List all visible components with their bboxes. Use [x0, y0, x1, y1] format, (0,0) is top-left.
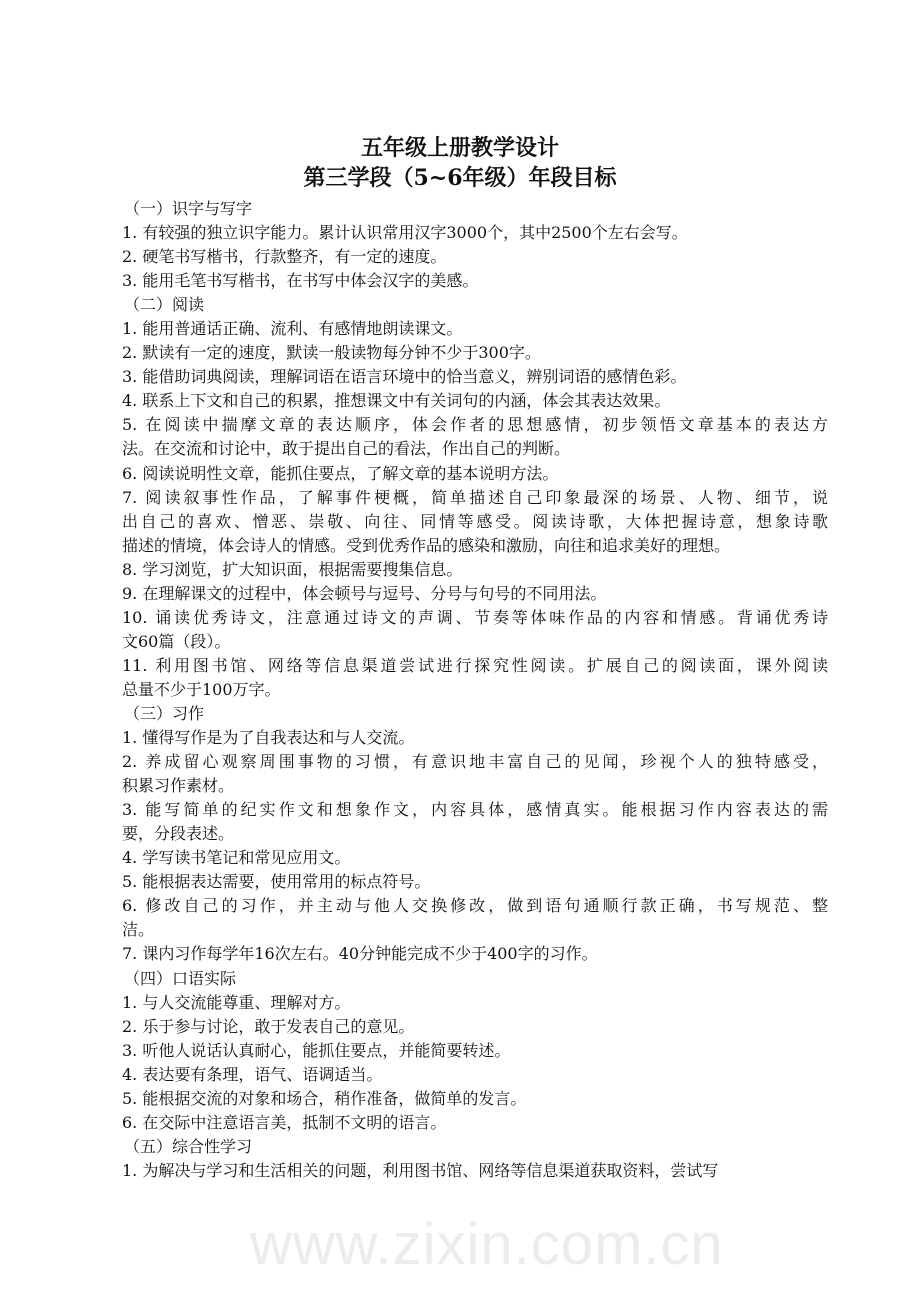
list-item-line: 要，分段表述。 [122, 824, 235, 844]
list-item-line: 2. 硬笔书写楷书，行款整齐，有一定的速度。 [122, 247, 447, 267]
document-title: 五年级上册教学设计 [360, 135, 559, 161]
list-item-line: 积累习作素材。 [122, 776, 235, 796]
list-item-line: 10. 诵读优秀诗文，注意通过诗文的声调、节奏等体味作品的内容和情感。背诵优秀诗 [122, 607, 828, 627]
list-item-line: 5. 能根据交流的对象和场合，稍作准备，做简单的发言。 [122, 1088, 527, 1108]
list-item-line: 5. 能根据表达需要，使用常用的标点符号。 [122, 872, 431, 892]
list-item-line: 4. 表达要有条理，语气、语调适当。 [122, 1064, 383, 1084]
section-heading: （四）口语实际 [124, 968, 237, 988]
document-subtitle: 第三学段（5~6年级）年段目标 [303, 165, 617, 191]
list-item-line: 4. 学写读书笔记和常见应用文。 [122, 848, 351, 868]
list-item-line: 3. 能用毛笔书写楷书，在书写中体会汉字的美感。 [122, 271, 479, 291]
list-item-line: 11. 利用图书馆、网络等信息渠道尝试进行探究性阅读。扩展自己的阅读面，课外阅读 [122, 655, 828, 675]
list-item-line: 6. 阅读说明性文章，能抓住要点，了解文章的基本说明方法。 [122, 463, 559, 483]
list-item-line: 出自己的喜欢、憎恶、崇敬、向往、同情等感受。阅读诗歌，大体把握诗意，想象诗歌 [122, 511, 828, 531]
list-item-line: 描述的情境，体会诗人的情感。受到优秀作品的感染和激励，向往和追求美好的理想。 [122, 535, 731, 555]
section-heading: （五）综合性学习 [124, 1136, 253, 1156]
list-item-line: 1. 与人交流能尊重、理解对方。 [122, 992, 351, 1012]
list-item-line: 5. 在阅读中揣摩文章的表达顺序，体会作者的思想感情，初步领悟文章基本的表达方 [122, 415, 828, 435]
list-item-line: 1. 有较强的独立识字能力。累计认识常用汉字3000个，其中2500个左右会写。 [122, 223, 688, 243]
list-item-line: 6. 修改自己的习作，并主动与他人交换修改，做到语句通顺行款正确，书写规范、整 [122, 896, 828, 916]
list-item-line: 3. 能写简单的纪实作文和想象作文，内容具体，感情真实。能根据习作内容表达的需 [122, 800, 828, 820]
list-item-line: 3. 能借助词典阅读，理解词语在语言环境中的恰当意义，辨别词语的感情色彩。 [122, 367, 687, 387]
list-item-line: 6. 在交际中注意语言美，抵制不文明的语言。 [122, 1112, 447, 1132]
section-heading: （三）习作 [124, 703, 205, 723]
list-item-line: 3. 听他人说话认真耐心，能抓住要点，并能简要转述。 [122, 1040, 511, 1060]
section-heading: （一）识字与写字 [124, 199, 253, 218]
list-item-line: 洁。 [122, 920, 155, 940]
list-item-line: 2. 养成留心观察周围事物的习惯，有意识地丰富自己的见闻，珍视个人的独特感受， [122, 752, 828, 772]
document-body [122, 197, 828, 1183]
list-item-line: 8. 学习浏览，扩大知识面，根据需要搜集信息。 [122, 559, 463, 579]
list-item-line: 2. 乐于参与讨论，敢于发表自己的意见。 [122, 1016, 415, 1036]
section-heading: （二）阅读 [124, 295, 205, 315]
list-item-line: 总量不少于100万字。 [122, 679, 281, 699]
list-item-line: 7. 课内习作每学年16次左右。40分钟能完成不少于400字的习作。 [122, 944, 598, 964]
watermark: www.zixin.com.cn [250, 1212, 724, 1277]
list-item-line: 4. 联系上下文和自己的积累，推想课文中有关词句的内涵，体会其表达效果。 [122, 391, 671, 411]
list-item-line: 2. 默读有一定的速度，默读一般读物每分钟不少于300字。 [122, 343, 541, 363]
list-item-line: 1. 为解决与学习和生活相关的问题，利用图书馆、网络等信息渠道获取资料，尝试写 [122, 1160, 719, 1180]
list-item-line: 1. 能用普通话正确、流利、有感情地朗读课文。 [122, 319, 463, 339]
list-item-line: 法。在交流和讨论中，敢于提出自己的看法，作出自己的判断。 [122, 439, 571, 459]
list-item-line: 9. 在理解课文的过程中，体会顿号与逗号、分号与句号的不同用法。 [122, 583, 607, 603]
list-item-line: 7. 阅读叙事性作品，了解事件梗概，简单描述自己印象最深的场景、人物、细节，说 [122, 487, 828, 507]
list-item-line: 文60篇（段）。 [122, 631, 231, 651]
list-item-line: 1. 懂得写作是为了自我表达和与人交流。 [122, 728, 415, 748]
